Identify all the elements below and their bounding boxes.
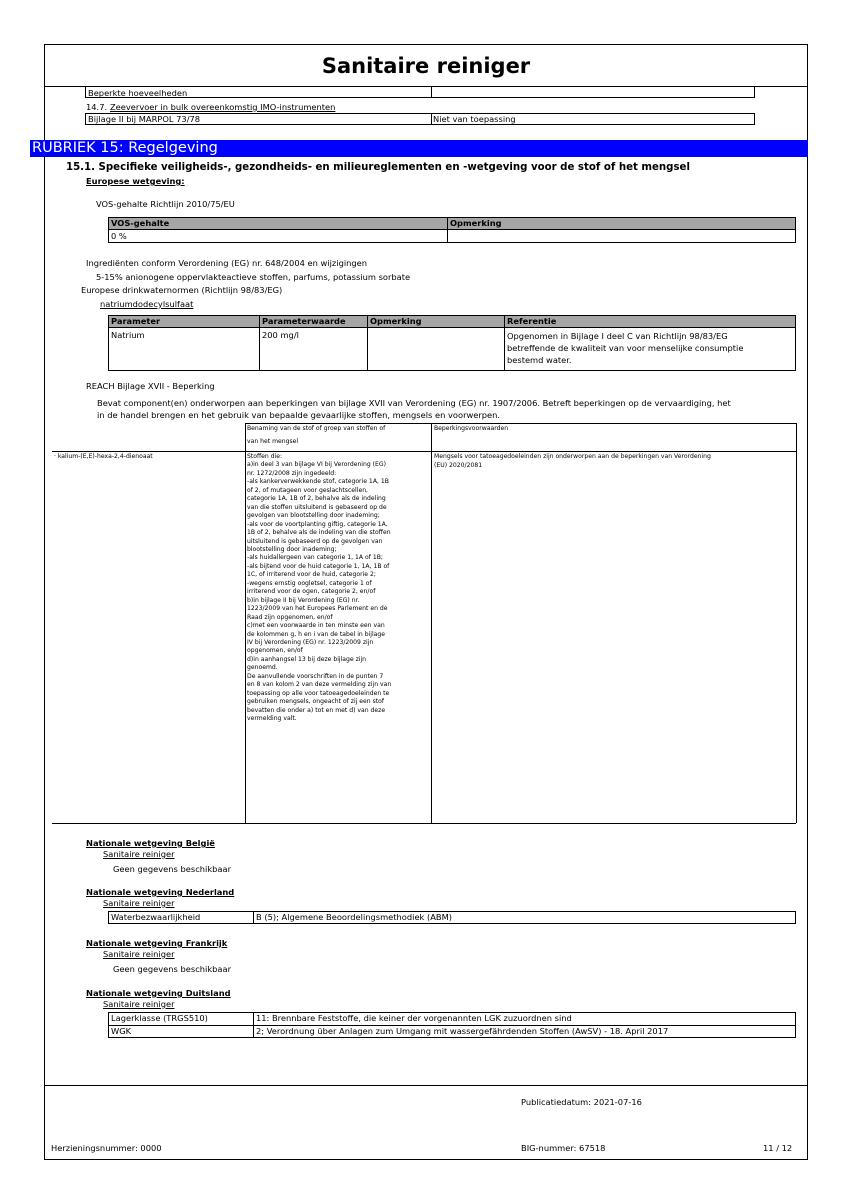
revision-number: Herzieningsnummer: 0000 [51,1143,162,1153]
reach-table-col-line [431,423,432,823]
reach-description-line: gebruiken mengsels, ongeacht of zij een stof [247,698,385,706]
national-nl-heading: Nationale wetgeving Nederland [86,887,235,897]
vos-remark-header: Opmerking [450,218,502,228]
vos-table-col-line [447,217,448,243]
marpol-label: Bijlage II bij MARPOL 73/78 [88,114,201,124]
reach-description [247,453,431,724]
reach-condition-line: (EU) 2020/2081 [434,462,483,469]
water-table-row-line [108,327,796,328]
reach-description-line: -als huidallergeen van categorie 1, 1A of 1B; [247,554,383,562]
reach-substance: · kalium-(E,E)-hexa-2,4-dienoaat [54,453,153,460]
publication-date: Publicatiedatum: 2021-07-16 [521,1097,642,1107]
reach-description-line: 1C, of irriterend voor de huid, categorie 2; [247,571,376,579]
marpol-value: Niet van toepassing [433,114,516,124]
national-de-product: Sanitaire reiniger [103,999,175,1009]
reach-condition-line: Mengsels voor tatoeagedoeleinden zijn onderworpen aan de beperkingen van Verordening [434,453,711,460]
reach-label: REACH Bijlage XVII - Beperking [86,381,215,391]
reach-table-col-line [245,423,246,823]
reach-description-line: vermelding valt. [247,715,297,723]
vos-label: VOS-gehalte Richtlijn 2010/75/EU [96,199,235,209]
reach-table-top [245,423,796,424]
reach-description-line: -als kankerverwekkende stof, categorie 1A, 1B [247,478,389,486]
reach-description-line: de kolommen g, h en i van de tabel in bijlage [247,630,386,638]
reach-description-line: of 2, of mutageen voor geslachtscellen, [247,486,368,494]
reference-line: betreffende de kwaliteit van voor menselijke consumptie [507,343,744,353]
reach-description-line: 1B of 2, behalve als de indeling van die stoffen [247,529,391,537]
reach-description-line: 1223/2009 van het Europees Parlement en de [247,605,388,613]
reach-description-line: van die stoffen uitsluitend is gebaseerd op de [247,503,387,511]
reach-description-line: IV bij Verordening (EG) nr. 1223/2009 zijn [247,638,374,646]
national-de-label: Lagerklasse (TRGS510) [111,1013,208,1023]
national-fr-product: Sanitaire reiniger [103,949,175,959]
national-nl-product: Sanitaire reiniger [103,898,175,908]
national-de-value: 2; Verordnung über Anlagen zum Umgang mit wassergefährdenden Stoffen (AwSV) - 18. April 2017 [256,1026,669,1036]
reach-description-line: opgenomen, en/of [247,647,303,655]
remark-header: Opmerking [370,316,422,326]
reference-header: Referentie [507,316,557,326]
reach-description-line: -als voor de voortplanting giftig, categorie 1A, [247,520,388,528]
reference-line: bestemd water. [507,355,572,365]
reach-description-line: De aanvullende voorschriften in de punten 7 [247,672,384,680]
section-15-heading: RUBRIEK 15: Regelgeving [30,140,808,157]
reach-description-line: gevolgen van blootstelling door inademing; [247,512,380,520]
reach-description-line: en 8 van kolom 2 van deze vermelding zijn van [247,681,392,689]
parameter-value-cell: 200 mg/l [262,330,299,340]
section-15-1-heading: 15.1. Specifieke veiligheids-, gezondheids- en milieureglementen en -wetgeving voor de stof of het mengsel [66,162,690,173]
row-divider [431,87,432,98]
reach-description-line: irriterend voor de ogen, categorie 2, en/of [247,588,376,596]
reach-header-line: van het mengsel [247,438,299,445]
parameter-cell: Natrium [111,330,145,340]
row-divider [431,113,432,125]
national-nl-label: Waterbezwaarlijkheid [111,912,201,922]
drinking-water-label: Europese drinkwaternormen (Richtlijn 98/83/EG) [81,285,283,295]
vos-table-row-line [108,229,796,230]
parameter-value-header: Parameterwaarde [262,316,346,326]
reach-table-bottom [52,823,796,824]
national-nl-col-line [253,911,254,924]
ingredients-label: Ingrediënten conform Verordening (EG) nr. 648/2004 en wijzigingen [86,258,368,268]
reach-description-line: b)in bijlage II bij Verordening (EG) nr. [247,596,360,604]
reach-header-line: Benaming van de stof of groep van stoffen of [247,425,386,432]
section-14-7-title: Zeevervoer in bulk overeenkomstig IMO-instrumenten [110,102,336,112]
national-de-label: WGK [111,1026,132,1036]
big-number: BIG-nummer: 67518 [521,1143,606,1153]
eu-legislation-heading: Europese wetgeving: [86,176,185,186]
reach-table-header-bottom [52,451,796,452]
national-fr-heading: Nationale wetgeving Frankrijk [86,938,228,948]
substance-name: natriumdodecylsulfaat [100,299,194,309]
national-be-heading: Nationale wetgeving België [86,838,215,848]
national-be-product: Sanitaire reiniger [103,849,175,859]
limited-quantities-label: Beperkte hoeveelheden [88,88,188,98]
national-de-value: 11: Brennbare Feststoffe, die keiner der vorgenannten LGK zuzuordnen sind [256,1013,572,1023]
national-de-heading: Nationale wetgeving Duitsland [86,988,231,998]
reach-conditions-header: Beperkingsvoorwaarden [434,425,509,432]
ingredients-text: 5-15% anionogene oppervlakteactieve stoffen, parfums, potassium sorbate [96,272,411,282]
vos-header: VOS-gehalte [111,218,170,228]
water-table-col-line [259,315,260,371]
reach-table-col-line [796,423,797,823]
reach-text-line: in de handel brengen en het gebruik van bepaalde gevaarlijke stoffen, mengsels en voorwerpen. [97,410,501,420]
reach-description-line: toepassing op alle voor tatoeagedoeleinden te [247,689,390,697]
reach-description-line: genoemd. [247,664,278,672]
section-14-7-number: 14.7. [86,102,108,112]
parameter-header: Parameter [111,316,161,326]
national-fr-text: Geen gegevens beschikbaar [113,964,231,974]
reach-description-line: -wegens ernstig oogletsel, categorie 1 of [247,579,372,587]
water-table-col-line [367,315,368,371]
national-be-text: Geen gegevens beschikbaar [113,864,231,874]
national-nl-value: B (5); Algemene Beoordelingsmethodiek (ABM) [256,912,452,922]
vos-value: 0 % [111,231,127,241]
reach-description-line: a)in deel 3 van bijlage VI bij Verordening (EG) [247,461,386,469]
reach-description-line: categorie 1A, 1B of 2, behalve als de indeling [247,495,386,503]
national-de-col-line [253,1012,254,1038]
reach-description-line: bevatten die onder a) tot en met d) van deze [247,706,386,714]
reach-description-line: -als bijtend voor de huid categorie 1, 1A, 1B of [247,562,390,570]
page-number: 11 / 12 [763,1143,793,1153]
reach-description-line: d)in aanhangsel 13 bij deze bijlage zijn [247,655,367,663]
reference-line: Opgenomen in Bijlage I deel C van Richtlijn 98/83/EG [507,331,728,341]
reach-description-line: Raad zijn opgenomen, en/of [247,613,333,621]
reach-description-line: uitsluitend is gebaseerd op de gevolgen van [247,537,383,545]
reach-description-line: blootstelling door inademing; [247,545,337,553]
reach-text-line: Bevat component(en) onderworpen aan beperkingen van bijlage XVII van Verordening (EG) nr. 1907/2006. Betreft beperkingen op de vervaardiging, het [97,398,731,408]
document-title: Sanitaire reiniger [321,54,531,78]
national-nl-table [108,911,796,924]
reach-description-line: Stoffen die: [247,453,283,460]
water-table-col-line [504,315,505,371]
reach-description-line: nr. 1272/2008 zijn ingedeeld: [247,469,337,477]
footer-divider [44,1085,808,1086]
reach-description-line: c)met een voorwaarde in ten minste een van [247,622,385,630]
